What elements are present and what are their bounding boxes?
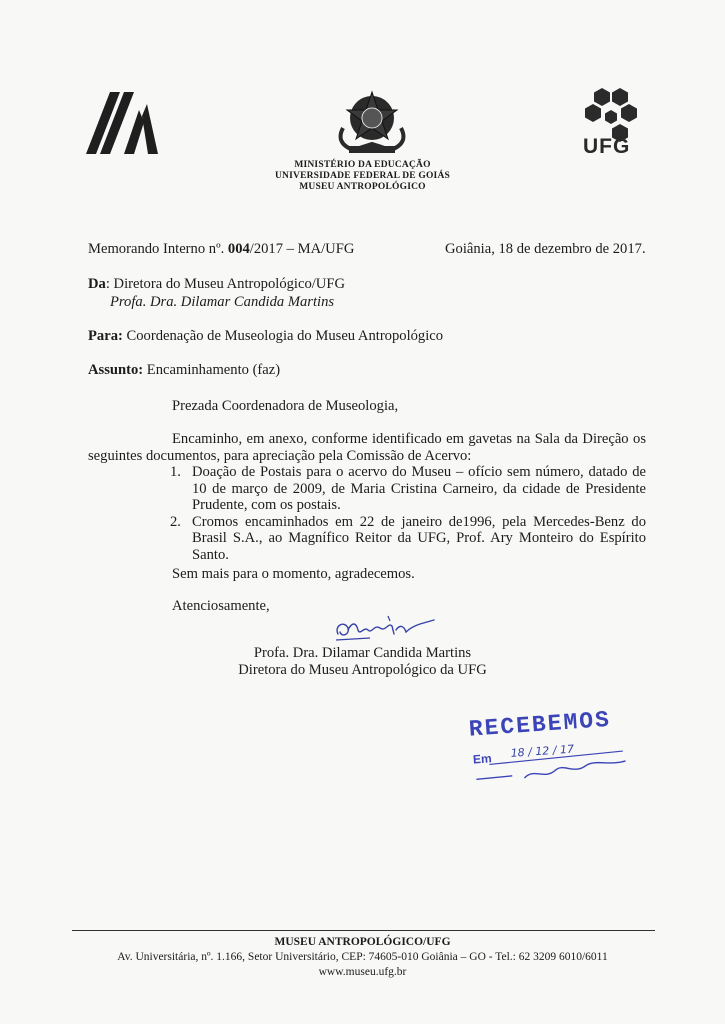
- signer-role: Diretora do Museu Antropológico da UFG: [238, 662, 487, 678]
- subject-line: Assunto: Encaminhamento (faz): [88, 362, 281, 378]
- museum-line: MUSEU ANTROPOLÓGICO: [299, 182, 426, 192]
- footer-divider: [72, 930, 655, 931]
- footer-title: MUSEU ANTROPOLÓGICO/UFG: [274, 936, 451, 948]
- footer-website: www.museu.ufg.br: [318, 966, 407, 978]
- document-list: [170, 464, 646, 563]
- ufg-logo-text: UFG: [583, 135, 631, 158]
- institution-header: [0, 160, 725, 193]
- ministry-line: MINISTÉRIO DA EDUCAÇÃO: [294, 160, 431, 170]
- received-stamp: [462, 696, 642, 788]
- stamp-date: 18 / 12 / 17: [510, 742, 575, 760]
- list-item: 1. Doação de Postais para o acervo do Museu – ofício sem número, datado de 10 de março de 2009, de Maria Cristina Carneiro, da cidade de Presidente Prudente, com os postais.: [170, 464, 646, 513]
- list-item: 2. Cromos encaminhados em 22 de janeiro de1996, pela Mercedes-Benz do Brasil S.A., ao Magnífico Reitor da UFG, Prof. Ary Monteiro do Espírito Santo.: [170, 513, 646, 563]
- from-person: Profa. Dra. Dilamar Candida Martins: [110, 294, 335, 310]
- museum-logo: [86, 92, 158, 154]
- signer-name: Profa. Dra. Dilamar Candida Martins: [253, 645, 472, 661]
- regards-text: Atenciosamente,: [172, 598, 270, 614]
- intro-paragraph: Encaminho, em anexo, conforme identificado em gavetas na Sala da Direção os seguintes documentos, para apreciação pela Comissão de Acervo:: [88, 431, 646, 464]
- university-line: UNIVERSIDADE FEDERAL DE GOIÁS: [275, 171, 450, 181]
- coat-of-arms-icon: [333, 88, 411, 158]
- memo-number: Memorando Interno nº. 004/2017 – MA/UFG: [88, 241, 355, 257]
- from-line: Da: Diretora do Museu Antropológico/UFG: [88, 276, 345, 292]
- greeting: Prezada Coordenadora de Museologia,: [172, 398, 399, 414]
- closing-text: Sem mais para o momento, agradecemos.: [172, 566, 415, 582]
- stamp-title: RECEBEMOS: [468, 706, 612, 743]
- footer-address: Av. Universitária, nº. 1.166, Setor Universitário, CEP: 74605-010 Goiânia – GO - Tel.: 62 3209 6010/6011: [117, 951, 608, 963]
- memo-date: Goiânia, 18 de dezembro de 2017.: [445, 241, 646, 257]
- stamp-prefix: Em: [472, 751, 493, 767]
- to-line: Para: Coordenação de Museologia do Museu Antropológico: [88, 328, 444, 344]
